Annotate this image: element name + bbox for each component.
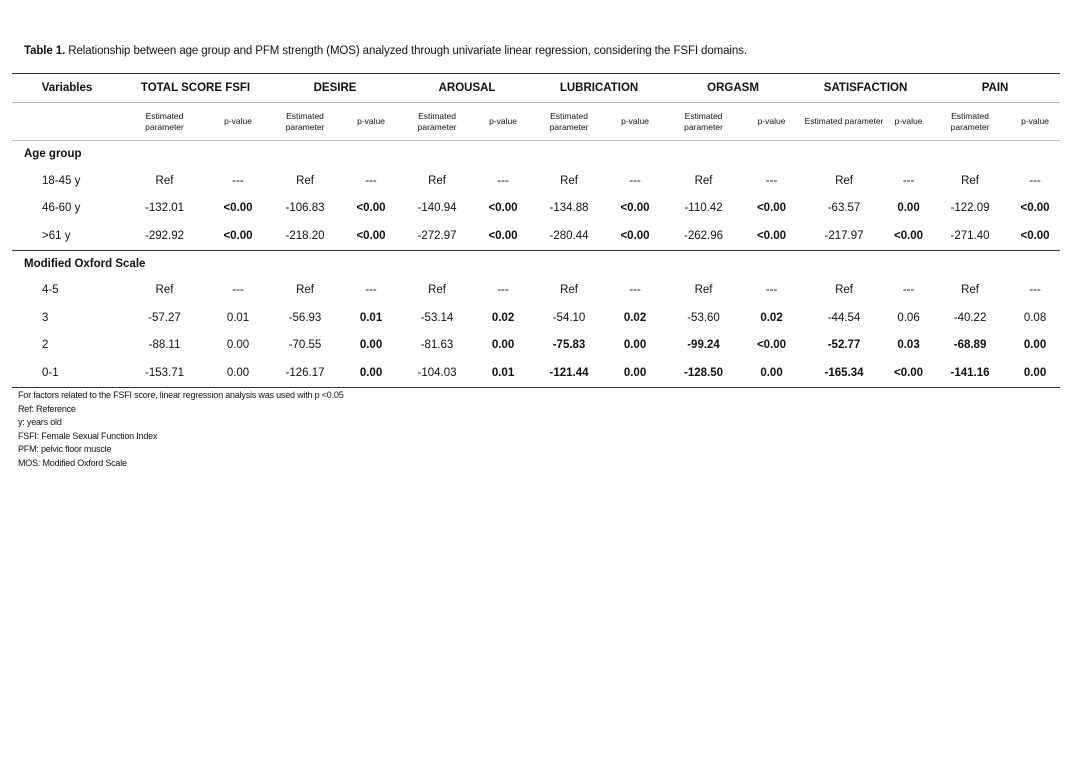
subheader-p-value: p-value xyxy=(605,103,665,141)
footnote: MOS: Modified Oxford Scale xyxy=(18,457,127,468)
p-value-cell: 0.00 xyxy=(226,339,250,352)
table-row xyxy=(12,359,1060,387)
estimated-parameter-cell: -70.55 xyxy=(288,339,322,352)
estimated-parameter-cell: -57.27 xyxy=(148,311,181,324)
subheader-estimated: Estimated parameter xyxy=(401,103,473,141)
p-value-cell: --- xyxy=(902,174,915,187)
section-header-row xyxy=(12,141,1060,168)
estimated-parameter-cell: -134.88 xyxy=(549,202,589,215)
p-value-cell: --- xyxy=(1029,284,1041,297)
subheader-estimated: Estimated parameter xyxy=(269,103,341,141)
p-value-cell: <0.00 xyxy=(893,229,924,242)
estimated-parameter-cell: -280.44 xyxy=(549,229,589,242)
estimated-parameter-cell: -81.63 xyxy=(420,339,454,352)
regression-table xyxy=(12,73,1060,388)
estimated-parameter-cell: Ref xyxy=(155,174,174,187)
column-header-variables: Variables xyxy=(12,74,122,103)
estimated-parameter-cell: Ref xyxy=(961,284,979,297)
estimated-parameter-cell: -53.60 xyxy=(687,311,720,324)
subheader-estimated: Estimated parameter xyxy=(533,103,605,141)
p-value-cell: 0.06 xyxy=(897,311,920,324)
estimated-parameter-cell: -128.50 xyxy=(665,359,742,387)
p-value-cell: <0.00 xyxy=(620,202,650,215)
estimated-parameter-cell: Ref xyxy=(296,284,314,297)
table-row xyxy=(12,277,1060,305)
estimated-parameter-cell: -104.03 xyxy=(401,359,473,387)
estimated-parameter-cell: -110.42 xyxy=(684,202,723,215)
p-value-cell: 0.00 xyxy=(1023,339,1047,352)
p-value-cell: --- xyxy=(497,174,509,187)
estimated-parameter-cell: Ref xyxy=(835,174,853,187)
p-value-cell: --- xyxy=(232,284,244,297)
table-body xyxy=(12,141,1060,388)
column-header-domain: PAIN xyxy=(930,74,1060,103)
subheader-p-value: p-value xyxy=(473,103,533,141)
subheader-estimated: Estimated parameter xyxy=(665,103,742,141)
estimated-parameter-cell: Ref xyxy=(694,174,713,187)
estimated-parameter-cell: -40.22 xyxy=(953,311,987,324)
table-row xyxy=(12,195,1060,223)
p-value-cell: 0.00 xyxy=(1010,359,1060,387)
estimated-parameter-cell: -75.83 xyxy=(552,339,586,352)
estimated-parameter-cell: -140.94 xyxy=(417,202,457,215)
estimated-parameter-cell: -132.01 xyxy=(144,202,184,215)
estimated-parameter-cell: -121.44 xyxy=(533,359,605,387)
subheader-p-value: p-value xyxy=(887,103,930,141)
section-title: Modified Oxford Scale xyxy=(12,250,1060,277)
p-value-cell: --- xyxy=(1029,174,1041,187)
p-value-cell: <0.00 xyxy=(223,229,253,242)
p-value-cell: <0.00 xyxy=(887,359,930,387)
estimated-parameter-cell: -56.93 xyxy=(288,311,322,324)
p-value-cell: --- xyxy=(629,284,641,297)
p-value-cell: <0.00 xyxy=(1020,229,1050,242)
table-label: Table 1. xyxy=(24,45,66,57)
p-value-cell: 0.01 xyxy=(473,359,533,387)
table-caption xyxy=(24,45,747,57)
subheader-estimated: Estimated parameter xyxy=(930,103,1010,141)
p-value-cell: <0.00 xyxy=(356,229,386,242)
p-value-cell: 0.00 xyxy=(742,359,801,387)
p-value-cell: <0.00 xyxy=(620,229,650,242)
subheader-p-value: p-value xyxy=(742,103,801,141)
estimated-parameter-cell: -88.11 xyxy=(148,339,181,352)
estimated-parameter-cell: Ref xyxy=(560,174,578,187)
subheader-p-value: p-value xyxy=(207,103,269,141)
estimated-parameter-cell: -126.17 xyxy=(269,359,341,387)
estimated-parameter-cell: -262.96 xyxy=(684,229,724,242)
row-label: 0-1 xyxy=(12,359,122,387)
section-title: Age group xyxy=(24,148,82,160)
p-value-cell: 0.00 xyxy=(605,359,665,387)
column-header-domain: DESIRE xyxy=(269,74,401,103)
estimated-parameter-cell: -68.89 xyxy=(953,339,987,352)
p-value-cell: 0.02 xyxy=(491,311,515,324)
p-value-cell: --- xyxy=(365,174,377,187)
p-value-cell: 0.00 xyxy=(359,339,383,352)
estimated-parameter-cell: -165.34 xyxy=(801,359,887,387)
p-value-cell: 0.03 xyxy=(897,339,920,352)
section-header-row xyxy=(12,250,1060,277)
estimated-parameter-cell: -52.77 xyxy=(827,339,861,352)
estimated-parameter-cell: -63.57 xyxy=(827,202,861,215)
p-value-cell: <0.00 xyxy=(756,202,787,215)
subheader-p-value: p-value xyxy=(1010,103,1060,141)
estimated-parameter-cell: -106.83 xyxy=(285,202,325,215)
footnote: Ref: Reference xyxy=(18,403,76,414)
column-header-domain: TOTAL SCORE FSFI xyxy=(122,74,269,103)
p-value-cell: 0.08 xyxy=(1023,311,1047,324)
p-value-cell: --- xyxy=(902,284,915,297)
estimated-parameter-cell: Ref xyxy=(835,284,853,297)
row-label: 3 xyxy=(42,311,49,324)
column-header-domain: LUBRICATION xyxy=(533,74,665,103)
p-value-cell: 0.01 xyxy=(359,311,383,324)
estimated-parameter-cell: Ref xyxy=(296,174,314,187)
footnote: y: years old xyxy=(18,417,62,427)
p-value-cell: 0.00 xyxy=(207,359,269,387)
subheader-estimated: Estimated parameter xyxy=(801,103,887,141)
estimated-parameter-cell: -217.97 xyxy=(824,229,864,242)
p-value-cell: <0.00 xyxy=(223,202,253,215)
estimated-parameter-cell: -99.24 xyxy=(687,339,720,352)
row-label: 4-5 xyxy=(42,284,59,297)
subheader-p-value: p-value xyxy=(341,103,401,141)
estimated-parameter-cell: -271.40 xyxy=(950,229,990,242)
estimated-parameter-cell: -153.71 xyxy=(122,359,207,387)
p-value-cell: <0.00 xyxy=(488,202,518,215)
header-row xyxy=(12,74,1060,103)
estimated-parameter-cell: -272.97 xyxy=(417,229,457,242)
estimated-parameter-cell: Ref xyxy=(428,174,446,187)
p-value-cell: 0.02 xyxy=(623,311,647,324)
p-value-cell: 0.02 xyxy=(760,311,783,324)
p-value-cell: 0.00 xyxy=(897,202,920,215)
p-value-cell: <0.00 xyxy=(1020,202,1050,215)
column-header-domain: ORGASM xyxy=(665,74,801,103)
p-value-cell: <0.00 xyxy=(488,229,518,242)
footnote: FSFI: Female Sexual Function Index xyxy=(18,430,158,441)
p-value-cell: <0.00 xyxy=(756,229,787,242)
estimated-parameter-cell: Ref xyxy=(428,284,446,297)
row-label: 18-45 y xyxy=(42,174,81,187)
row-label: 46-60 y xyxy=(42,202,81,215)
p-value-cell: 0.01 xyxy=(226,311,250,324)
p-value-cell: 0.00 xyxy=(491,339,515,352)
table-footnotes xyxy=(18,389,344,470)
table-row xyxy=(12,332,1060,360)
estimated-parameter-cell: -141.16 xyxy=(930,359,1010,387)
table-caption-text: Relationship between age group and PFM strength (MOS) analyzed through univariate linear regression, considering the FSFI domains. xyxy=(65,45,747,57)
table-row xyxy=(12,222,1060,250)
estimated-parameter-cell: Ref xyxy=(694,284,713,297)
row-label: >61 y xyxy=(42,229,71,242)
estimated-parameter-cell: Ref xyxy=(961,174,979,187)
p-value-cell: --- xyxy=(765,284,778,297)
row-label: 2 xyxy=(42,339,49,352)
p-value-cell: --- xyxy=(497,284,509,297)
p-value-cell: --- xyxy=(365,284,377,297)
p-value-cell: <0.00 xyxy=(756,339,787,352)
estimated-parameter-cell: Ref xyxy=(560,284,578,297)
p-value-cell: --- xyxy=(629,174,641,187)
estimated-parameter-cell: -44.54 xyxy=(827,311,861,324)
p-value-cell: --- xyxy=(765,174,778,187)
subheader-row xyxy=(12,103,1060,141)
p-value-cell: <0.00 xyxy=(356,202,386,215)
estimated-parameter-cell: -292.92 xyxy=(144,229,184,242)
table-row xyxy=(12,167,1060,195)
column-header-domain: AROUSAL xyxy=(401,74,533,103)
p-value-cell: --- xyxy=(232,174,244,187)
estimated-parameter-cell: -122.09 xyxy=(950,202,990,215)
estimated-parameter-cell: -54.10 xyxy=(552,311,586,324)
estimated-parameter-cell: -218.20 xyxy=(285,229,325,242)
column-header-domain: SATISFACTION xyxy=(801,74,930,103)
estimated-parameter-cell: -53.14 xyxy=(420,311,454,324)
footnote: PFM: pelvic floor muscle xyxy=(18,444,112,454)
subheader-estimated: Estimated parameter xyxy=(122,103,207,141)
p-value-cell: 0.00 xyxy=(623,339,647,352)
estimated-parameter-cell: Ref xyxy=(155,284,174,297)
table-row xyxy=(12,304,1060,332)
footnote: For factors related to the FSFI score, linear regression analysis was used with p <0.05 xyxy=(18,390,344,400)
p-value-cell: 0.00 xyxy=(341,359,401,387)
